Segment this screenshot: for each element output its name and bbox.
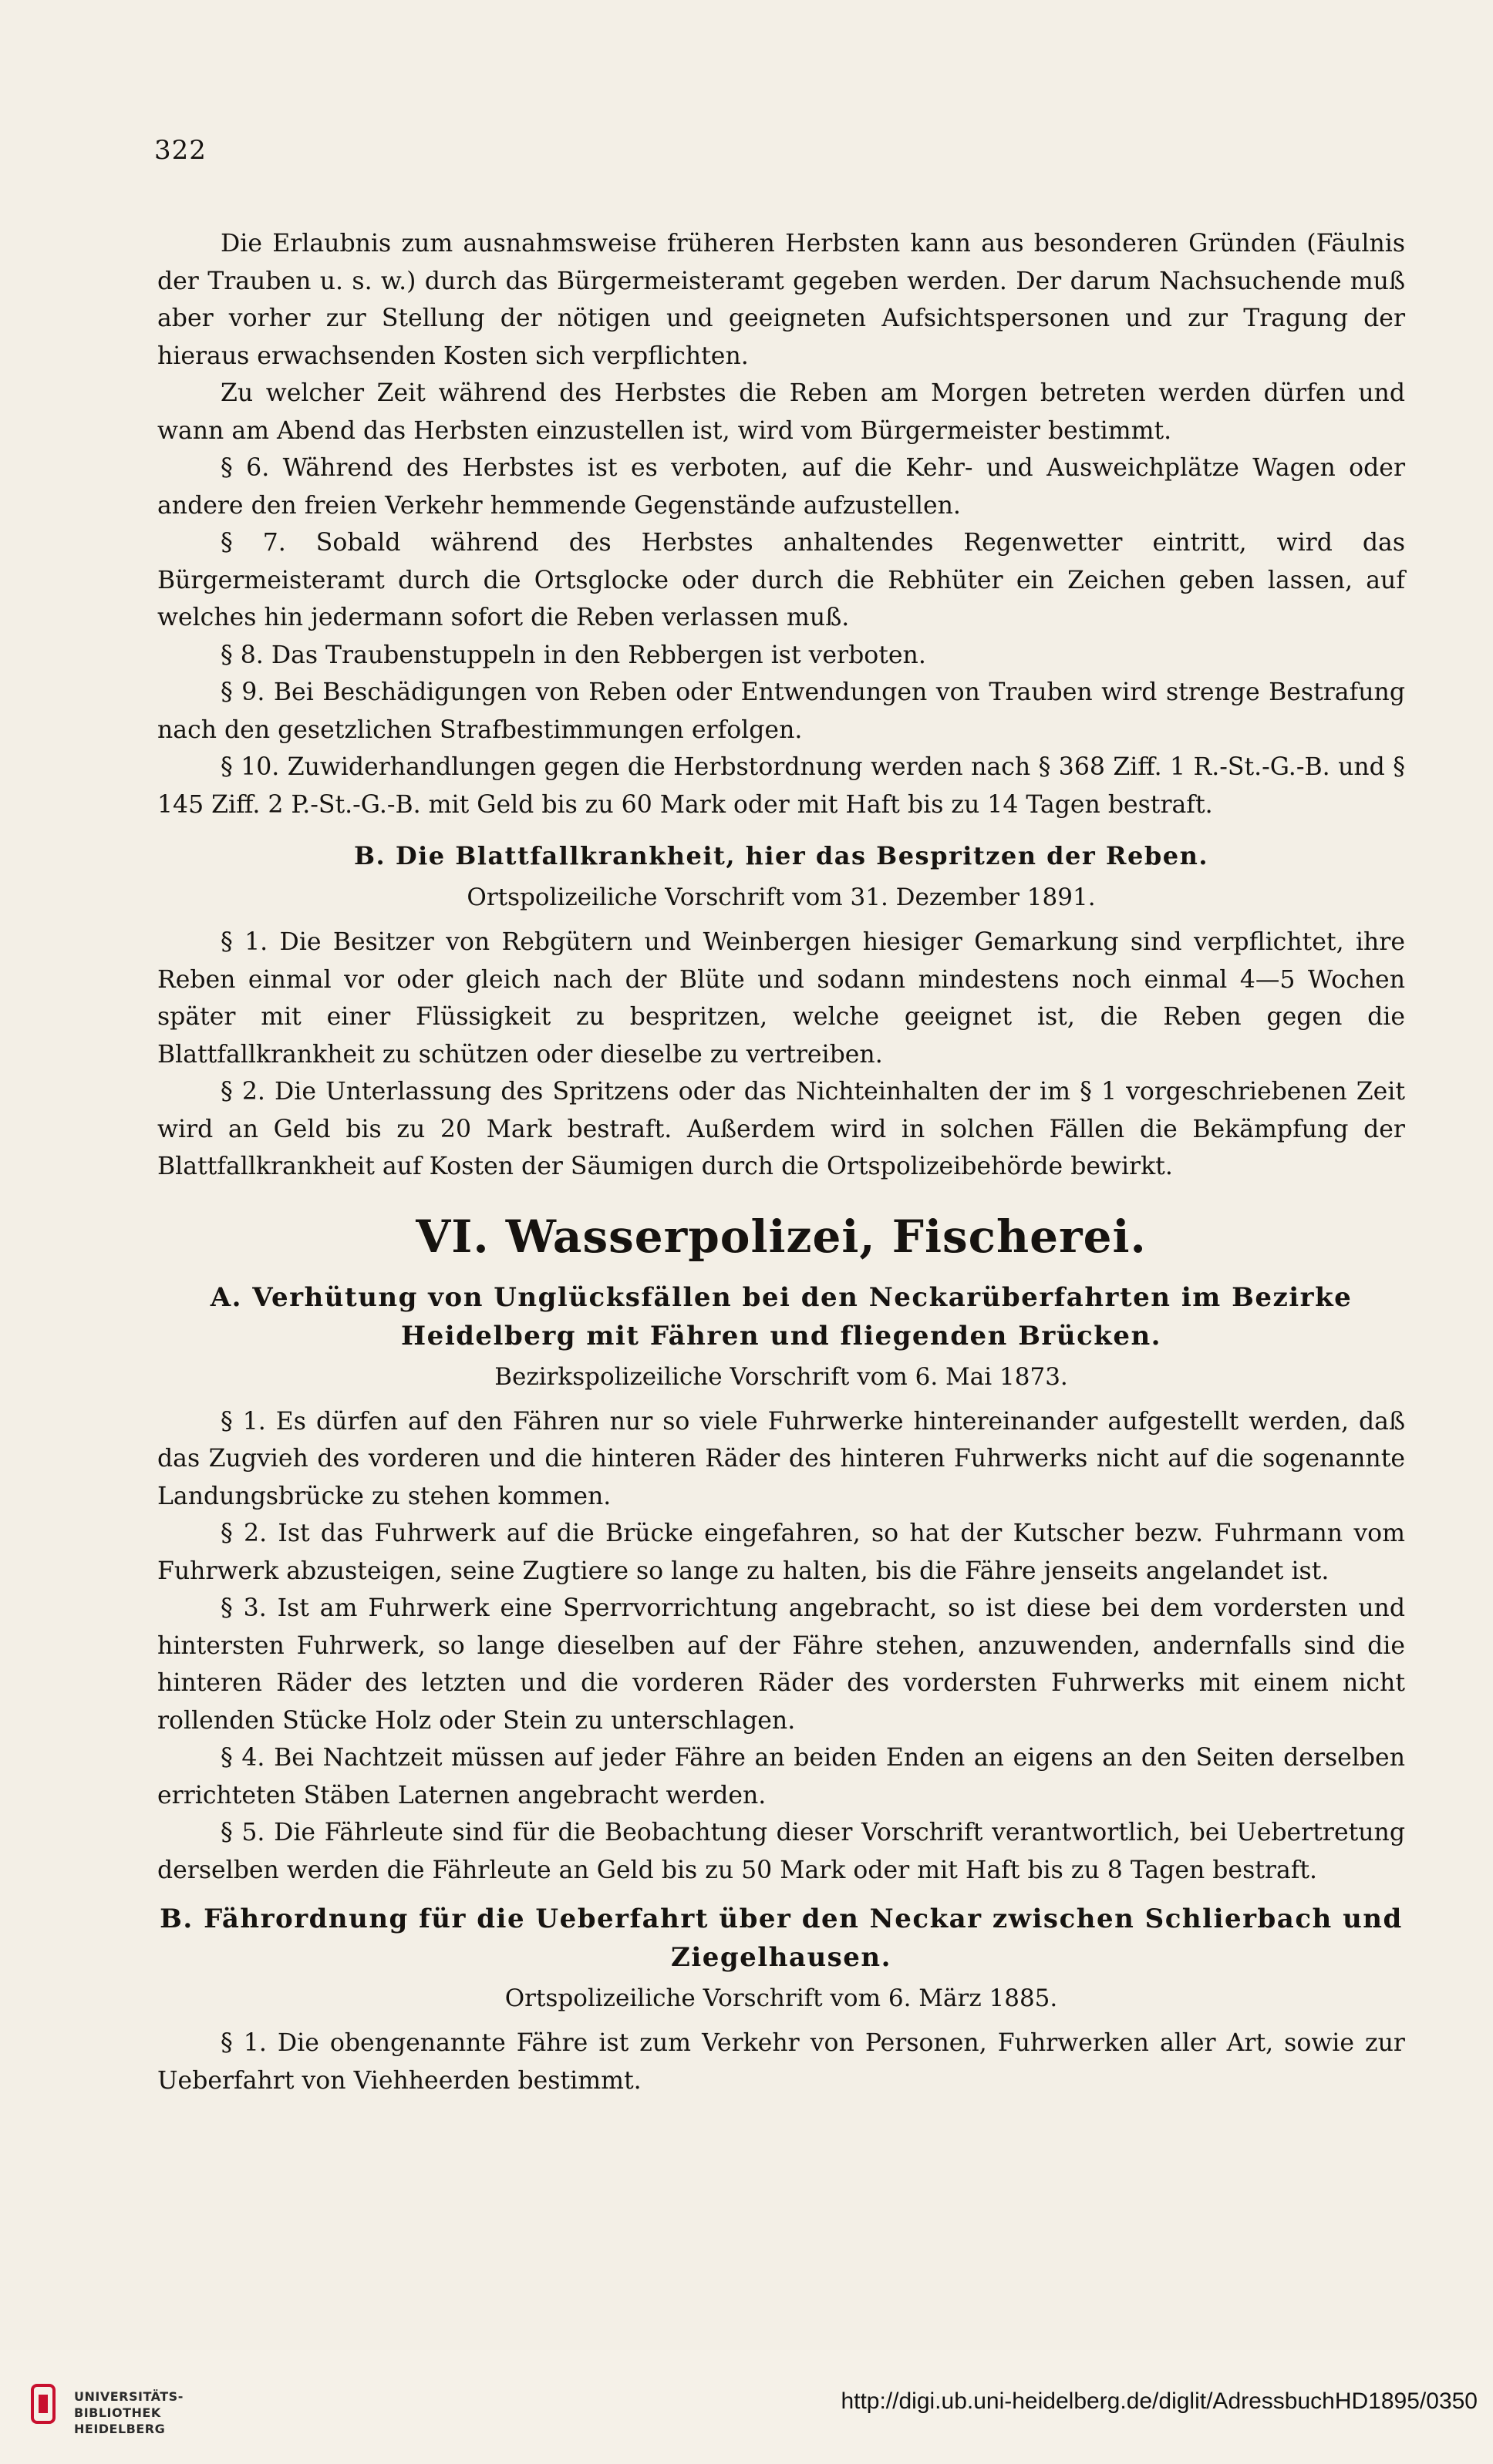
paragraph: § 6. Während des Herbstes ist es verboten, auf die Kehr- und Ausweichplätze Wagen oder andere den freien Verkehr hemmende Gegenstände aufzustellen.: [157, 454, 1405, 520]
library-name: [74, 2388, 184, 2437]
logo-line: HEIDELBERG: [74, 2422, 166, 2436]
paragraph: Zu welcher Zeit während des Herbstes die Reben am Morgen betreten werden dürfen und wann am Abend das Herbsten einzustellen ist, wird vom Bürgermeister bestimmt.: [157, 379, 1405, 445]
section-heading: A. Verhütung von Unglücksfällen bei den Neckarüberfahrten im Bezirke Heidelberg mit Fähren und fliegenden Brücken.: [210, 1281, 1353, 1351]
section-subheading: Bezirkspolizeiliche Vorschrift vom 6. Mai 1873.: [494, 1362, 1068, 1391]
paragraph: § 10. Zuwiderhandlungen gegen die Herbstordnung werden nach § 368 Ziff. 1 R.-St.-G.-B. und § 145 Ziff. 2 P.-St.-G.-B. mit Geld bis zu 60 Mark oder mit Haft bis zu 14 Tagen bestraft.: [157, 753, 1405, 819]
library-seal-icon: [29, 2381, 63, 2439]
logo-line: BIBLIOTHEK: [74, 2405, 161, 2420]
paragraph: § 1. Die Besitzer von Rebgütern und Weinbergen hiesiger Gemarkung sind verpflichtet, ihre Reben einmal vor oder gleich nach der Blüte und sodann mindestens noch einmal 4—5 Wochen später mit einer Flüssigkeit zu bespritzen, welche geeignet ist, die Reben gegen die Blattfallkrankheit zu schützen oder dieselbe zu vertreiben.: [157, 928, 1405, 1069]
paragraph: § 4. Bei Nachtzeit müssen auf jeder Fähre an beiden Enden an eigens an den Seiten derselben errichteten Stäben Laternen angebracht werden.: [157, 1744, 1405, 1809]
paragraph: Die Erlaubnis zum ausnahmsweise früheren Herbsten kann aus besonderen Gründen (Fäulnis der Trauben u. s. w.) durch das Bürgermeisteramt gegeben werden. Der darum Nachsuchende muß aber vorher zur Stellung der nötigen und geeigneten Aufsichtspersonen und zur Tragung der hieraus erwachsenden Kosten sich verpflichten.: [157, 230, 1405, 370]
section-heading: B. Fährordnung für die Ueberfahrt über den Neckar zwischen Schlierbach und Ziegelhausen.: [160, 1904, 1403, 1973]
paragraph: § 1. Die obengenannte Fähre ist zum Verkehr von Personen, Fuhrwerken aller Art, sowie zur Ueberfahrt von Viehheerden bestimmt.: [157, 2029, 1405, 2095]
section-subheading: Ortspolizeiliche Vorschrift vom 31. Dezember 1891.: [467, 884, 1096, 911]
paragraph: § 2. Ist das Fuhrwerk auf die Brücke eingefahren, so hat der Kutscher bezw. Fuhrmann vom Fuhrwerk abzusteigen, seine Zugtiere so lange zu halten, bis die Fähre jenseits angelandet ist.: [157, 1520, 1405, 1585]
page-number: 322: [154, 135, 207, 166]
digitization-footer: [0, 2350, 1493, 2464]
library-logo[interactable]: [22, 2365, 207, 2449]
chapter-title: VI. Wasserpolizei, Fischerei.: [416, 1210, 1147, 1263]
paragraph: § 3. Ist am Fuhrwerk eine Sperrvorrichtung angebracht, so ist diese bei dem vordersten und hintersten Fuhrwerk, so lange dieselben auf der Fähre stehen, anzuwenden, andernfalls sind die hinteren Räder des letzten und die vorderen Räder des vordersten Fuhrwerks mit einem nicht rollenden Stücke Holz oder Stein zu unterschlagen.: [157, 1594, 1405, 1735]
paragraph: § 2. Die Unterlassung des Spritzens oder das Nichteinhalten der im § 1 vorgeschriebenen Zeit wird an Geld bis zu 20 Mark bestraft. Außerdem wird in solchen Fällen die Bekämpfung der Blattfallkrankheit auf Kosten der Säumigen durch die Ortspolizeibehörde bewirkt.: [157, 1078, 1405, 1180]
paragraph: § 1. Es dürfen auf den Fähren nur so viele Fuhrwerke hintereinander aufgestellt werden, daß das Zugvieh des vorderen und die hinteren Räder des hinteren Fuhrwerks nicht auf die sogenannte Landungsbrücke zu stehen kommen.: [157, 1407, 1405, 1510]
paragraph: § 5. Die Fährleute sind für die Beobachtung dieser Vorschrift verantwortlich, bei Uebertretung derselben werden die Fährleute an Geld bis zu 50 Mark oder mit Haft bis zu 8 Tagen bestraft.: [157, 1819, 1405, 1884]
paragraph: § 7. Sobald während des Herbstes anhaltendes Regenwetter eintritt, wird das Bürgermeisteramt durch die Ortsglocke oder durch die Rebhüter ein Zeichen geben lassen, auf welches hin jedermann sofort die Reben verlassen muß.: [157, 529, 1405, 631]
page-text: [157, 225, 1405, 2099]
paragraph: § 8. Das Traubenstuppeln in den Rebbergen ist verboten.: [221, 641, 926, 669]
source-url-link[interactable]: http://digi.ub.uni-heidelberg.de/diglit/AdressbuchHD1895/0350: [841, 2388, 1478, 2414]
logo-line: UNIVERSITÄTS-: [74, 2389, 184, 2404]
section-subheading: Ortspolizeiliche Vorschrift vom 6. März 1885.: [504, 1984, 1058, 2012]
paragraph: § 9. Bei Beschädigungen von Reben oder Entwendungen von Trauben wird strenge Bestrafung nach den gesetzlichen Strafbestimmungen erfolgen.: [157, 678, 1405, 744]
section-heading: B. Die Blattfallkrankheit, hier das Bespritzen der Reben.: [354, 841, 1208, 870]
